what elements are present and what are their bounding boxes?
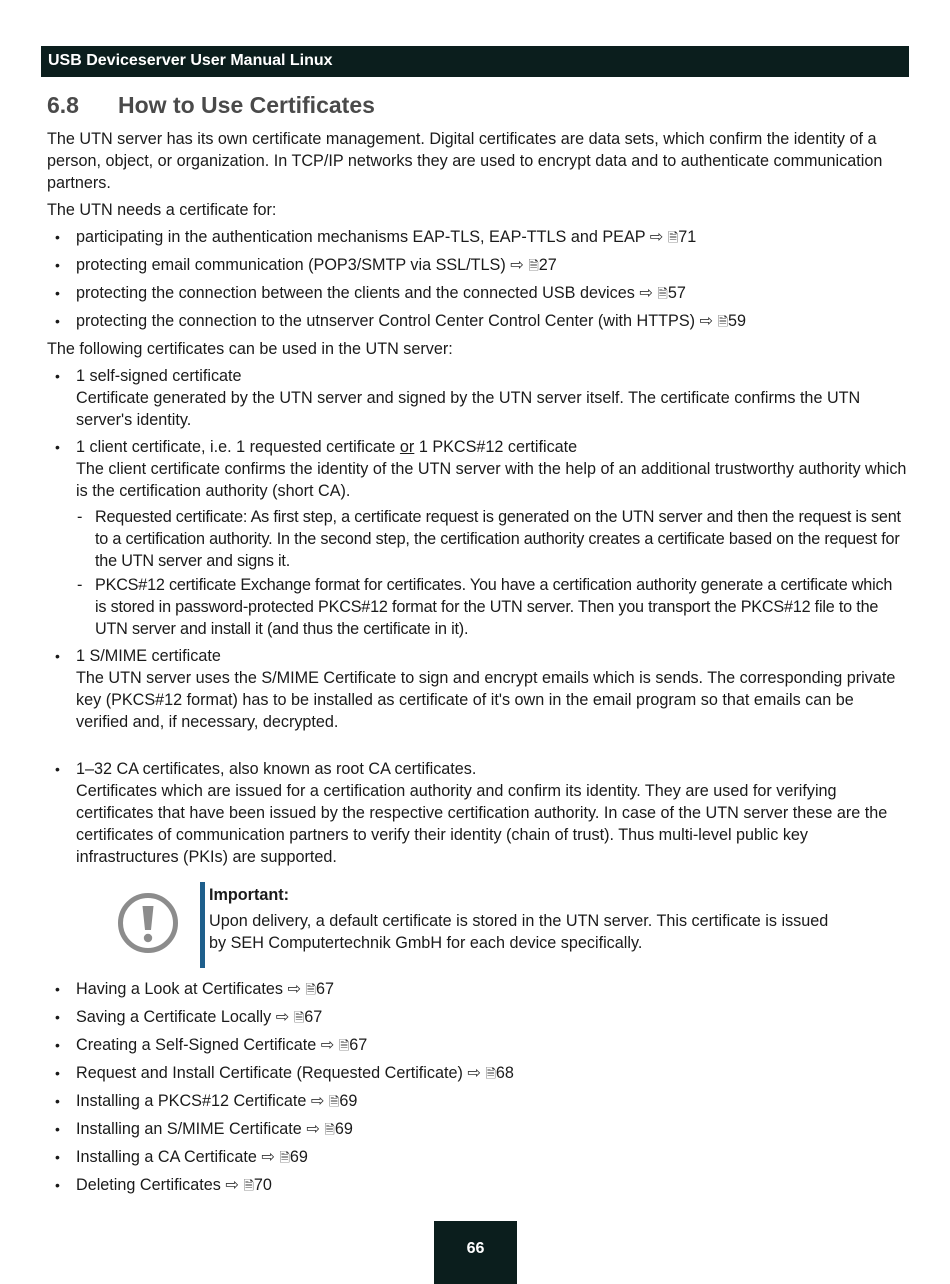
document-page-icon: 🗎	[243, 1178, 254, 1193]
page-reference[interactable]: ⇨ 🗎59	[699, 312, 747, 330]
certificate-types-list	[47, 365, 907, 868]
list-item: • protecting the connection between the clients and the connected USB devices ⇨ 🗎57	[47, 282, 907, 305]
section-heading	[47, 90, 907, 120]
list-item: • Installing an S/MIME Certificate ⇨ 🗎69	[47, 1118, 907, 1141]
notice-text: Upon delivery, a default certificate is stored in the UTN server. This certificate is issued by SEH Computertechnik GmbH for each device specifically.	[209, 912, 829, 952]
page-reference[interactable]: ⇨ 🗎71	[649, 228, 697, 246]
document-page-icon: 🗎	[293, 1010, 305, 1025]
list-item: • Installing a PKCS#12 Certificate ⇨ 🗎69	[47, 1090, 907, 1113]
arrow-right-icon: ⇨	[275, 1008, 290, 1026]
list-item: • Deleting Certificates ⇨ 🗎70	[47, 1174, 907, 1197]
page-reference[interactable]: ⇨ 🗎67	[320, 1036, 368, 1054]
document-page-icon: 🗎	[717, 314, 729, 329]
important-notice	[47, 882, 907, 968]
types-intro: The following certificates can be used in the UTN server:	[47, 340, 453, 358]
arrow-right-icon: ⇨	[510, 256, 524, 274]
notice-rule	[200, 882, 205, 968]
page-reference[interactable]: ⇨ 🗎69	[310, 1092, 358, 1110]
page-reference[interactable]: ⇨ 🗎67	[287, 980, 334, 998]
list-item-smime: • 1 S/MIME certificate The UTN server uses the S/MIME Certificate to sign and encrypt emails which is sends. The corresponding private key (PKCS#12 format) has to be installed as certificate of it's own in the email program so that emails can be verified and, if necessary, decrypted.	[47, 645, 907, 753]
arrow-right-icon: ⇨	[261, 1148, 275, 1166]
list-item-client: • 1 client certificate, i.e. 1 requested certificate or 1 PKCS#12 certificate The client certificate confirms the identity of the UTN server with the help of an additional trustworthy authority which is the certification authority (short CA). - Requested certificate: As first step, a certificate request is generated on the UTN server and then the request is sent to a certification authority. In the second step, the certification authority creates a certificate based on the request for the UTN server and signs it. - PKCS#12 certificate Exchange format for certificates. You have a certification authority generate a certificate which is stored in password-protected PKCS#12 format for the UTN server. Then you transport the PKCS#12 file to the UTN server and install it (and thus the certificate in it).	[47, 436, 907, 640]
page-content	[47, 90, 907, 1202]
page-reference[interactable]: ⇨ 🗎67	[275, 1008, 323, 1026]
document-page-icon: 🗎	[279, 1150, 290, 1165]
list-item: • Saving a Certificate Locally ⇨ 🗎67	[47, 1006, 907, 1029]
document-page-icon: 🗎	[305, 982, 316, 997]
list-item: • protecting the connection to the utnserver Control Center Control Center (with HTTPS) ⇨ 🗎59	[47, 310, 907, 333]
list-item: • Request and Install Certificate (Requested Certificate) ⇨ 🗎68	[47, 1062, 907, 1085]
section-number: 6.8	[47, 92, 79, 118]
page-reference[interactable]: ⇨ 🗎68	[467, 1064, 514, 1082]
list-item: • Installing a CA Certificate ⇨ 🗎69	[47, 1146, 907, 1169]
arrow-right-icon: ⇨	[310, 1092, 325, 1110]
arrow-right-icon: ⇨	[306, 1120, 320, 1138]
arrow-right-icon: ⇨	[320, 1036, 335, 1054]
list-item: - PKCS#12 certificate Exchange format for certificates. You have a certification authority generate a certificate which is stored in password-protected PKCS#12 format for the UTN server. Then you transport the PKCS#12 file to the UTN server and install it (and thus the certificate in it).	[76, 574, 907, 640]
list-item: • Having a Look at Certificates ⇨ 🗎67	[47, 978, 907, 1001]
document-page-icon: 🗎	[324, 1122, 335, 1137]
arrow-right-icon: ⇨	[649, 228, 664, 246]
list-item: • protecting email communication (POP3/SMTP via SSL/TLS) ⇨ 🗎27	[47, 254, 907, 277]
document-page-icon: 🗎	[528, 258, 539, 273]
page-number-box	[434, 1221, 517, 1284]
document-page-icon: 🗎	[338, 1038, 350, 1053]
section-title: How to Use Certificates	[118, 92, 375, 118]
page-reference[interactable]: ⇨ 🗎27	[510, 256, 557, 274]
intro-paragraph: The UTN server has its own certificate management. Digital certificates are data sets, which confirm the identity of a person, object, or organization. In TCP/IP networks they are used to encrypt data and to authenticate communication partners.	[47, 130, 883, 192]
document-page-icon: 🗎	[485, 1066, 496, 1081]
list-item-ca: • 1–32 CA certificates, also known as root CA certificates. Certificates which are issued for a certification authority and confirm its identity. They are used for verifying certificates that have been issued by the respective certification authority. In case of the UTN server these are the certificates of communication partners to verify their identity (chain of trust). Thus multi-level public key infrastructures (PKIs) are supported.	[47, 758, 907, 868]
client-subtypes-list	[76, 506, 907, 640]
list-item: - Requested certificate: As first step, a certificate request is generated on the UTN server and then the request is sent to a certification authority. In the second step, the certification authority creates a certificate based on the request for the UTN server and signs it.	[76, 506, 907, 572]
document-page-icon: 🗎	[657, 286, 668, 301]
page-reference[interactable]: ⇨ 🗎70	[225, 1176, 272, 1194]
arrow-right-icon: ⇨	[287, 980, 302, 998]
needs-intro: The UTN needs a certificate for:	[47, 201, 277, 219]
running-header	[41, 46, 909, 77]
arrow-right-icon: ⇨	[699, 312, 714, 330]
page-reference[interactable]: ⇨ 🗎57	[639, 284, 686, 302]
related-topics-list	[47, 978, 907, 1197]
arrow-right-icon: ⇨	[467, 1064, 481, 1082]
page-reference[interactable]: ⇨ 🗎69	[306, 1120, 353, 1138]
exclamation-circle-icon	[117, 892, 179, 954]
needs-list	[47, 226, 907, 333]
page-number: 66	[466, 1240, 485, 1257]
page-reference[interactable]: ⇨ 🗎69	[261, 1148, 308, 1166]
notice-title: Important:	[209, 886, 290, 904]
list-item-self-signed: • 1 self-signed certificate Certificate generated by the UTN server and signed by the UTN server itself. The certificate confirms the UTN server's identity.	[47, 365, 907, 431]
document-page-icon: 🗎	[667, 230, 679, 245]
document-page-icon: 🗎	[328, 1094, 340, 1109]
arrow-right-icon: ⇨	[225, 1176, 239, 1194]
list-item: • participating in the authentication mechanisms EAP-TLS, EAP-TTLS and PEAP ⇨ 🗎71	[47, 226, 907, 249]
manual-title: USB Deviceserver User Manual Linux	[48, 52, 333, 69]
arrow-right-icon: ⇨	[639, 284, 653, 302]
list-item: • Creating a Self-Signed Certificate ⇨ 🗎67	[47, 1034, 907, 1057]
